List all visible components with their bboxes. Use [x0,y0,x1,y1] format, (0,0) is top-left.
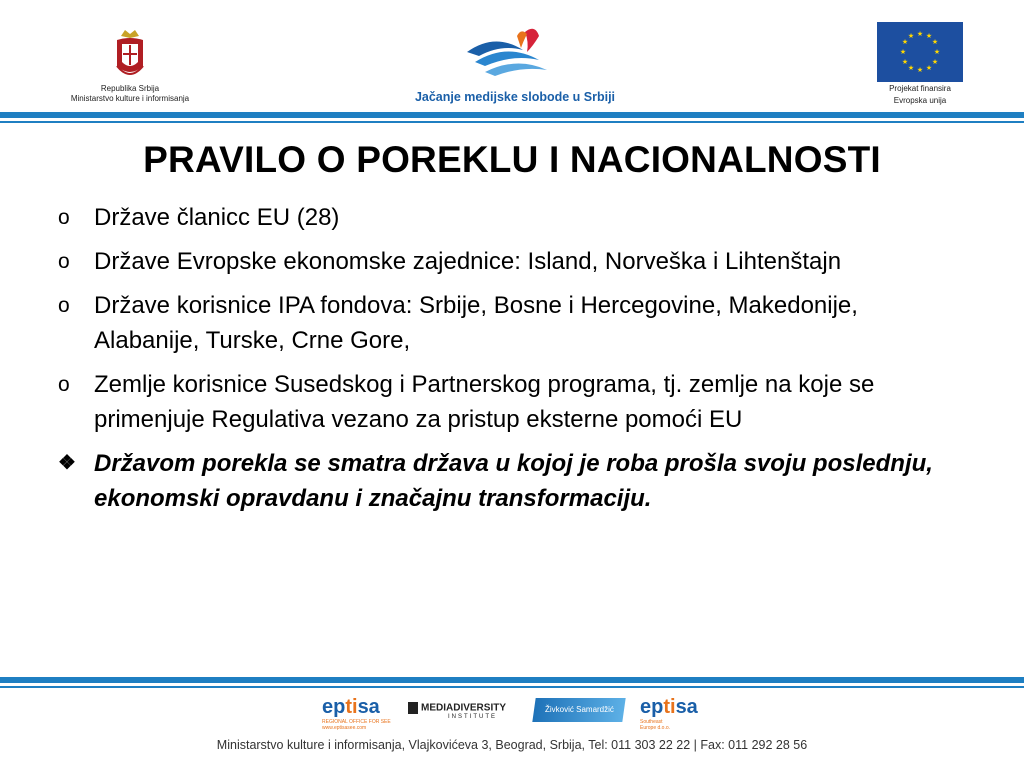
bullet-marker: o [58,373,70,396]
footer-divider-thin [0,686,1024,688]
bullet-marker: o [58,206,70,229]
logo-subtitle: Southeast [640,719,663,725]
svg-text:★: ★ [916,66,924,74]
header-divider [0,112,1024,118]
bullet-text: Zemlje korisnice Susedskog i Partnerskog programa, tj. zemlje na koje se primenjuje Regulativa vezano za pristup eksterne pomoći EU [94,371,875,433]
svg-text:★: ★ [899,48,907,56]
logo-text-accent: ti [663,696,676,718]
eptisa-southeast-logo [640,696,698,731]
svg-text:★: ★ [931,58,939,66]
logo-text: sa [357,696,380,718]
bullet-item-eea [58,244,958,279]
project-logo-block [395,22,635,104]
diamond-bullet-icon: ❖ [58,452,76,474]
serbia-coat-of-arms-icon [113,26,147,84]
bullet-text: Države korisnice IPA fondova: Srbije, Bosne i Hercegovine, Makedonije, Alabanije, Turske, Crne Gore, [94,292,858,354]
eu-caption-line2: Evropska unija [893,96,947,105]
svg-text:★: ★ [916,30,924,38]
bullet-marker: o [58,250,70,273]
bullet-text: Državom porekla se smatra država u kojoj je roba prošla svoju poslednju, ekonomski opravdanu i značajnu transformaciju. [94,450,933,512]
logo-subtitle: Europe d.o.o. [640,725,671,731]
media-diversity-mark-icon [408,702,418,714]
slide-title: PRAVILO O POREKLU I NACIONALNOSTI [143,139,881,180]
logo-text: Živković Samardžić [544,705,614,714]
media-diversity-logo [408,702,506,720]
serbia-logo-block [55,26,205,104]
bullet-item-origin-definition [58,446,958,516]
serbia-caption-line1: Republika Srbija [100,84,160,93]
dove-waves-logo-icon [455,22,575,88]
bullet-marker: o [58,294,70,317]
svg-text:★: ★ [907,64,915,72]
footer-divider [0,677,1024,683]
footer-address: Ministarstvo kulture i informisanja, Vlajkovićeva 3, Beograd, Srbija, Tel: 011 303 22 22 | Fax: 011 292 28 56 [216,738,808,752]
eu-logo-block [874,22,966,106]
svg-text:★: ★ [901,38,909,46]
slide-header [0,0,1024,112]
zivkovic-samardzic-logo [532,698,625,722]
bullet-item-ipa [58,288,958,358]
svg-text:★: ★ [925,64,933,72]
bullet-text: Države članicc EU (28) [94,204,340,231]
svg-text:★: ★ [931,38,939,46]
svg-text:★: ★ [901,58,909,66]
logo-text: ep [322,696,346,718]
svg-text:★: ★ [933,48,941,56]
bullet-item-eu-members [58,200,958,235]
eu-flag-icon [877,22,963,82]
logo-text: ep [640,696,664,718]
serbia-caption-line2: Ministarstvo kulture i informisanja [70,94,190,103]
svg-text:★: ★ [925,32,933,40]
bullet-text: Države Evropske ekonomske zajednice: Island, Norveška i Lihtenštajn [94,248,842,275]
logo-text: MEDIADIVERSITY [421,702,507,714]
bullet-list [58,200,958,525]
logo-text-accent: ti [345,696,358,718]
logo-subtitle: INSTITUTE [448,714,497,720]
footer-logos [0,696,1024,732]
header-divider-thin [0,121,1024,123]
logo-text: sa [675,696,698,718]
logo-url: www.eptisasee.com [322,725,367,731]
project-caption: Jačanje medijske slobode u Srbiji [414,90,616,104]
eu-caption-line1: Projekat finansira [889,84,951,93]
eptisa-regional-logo [322,696,391,731]
bullet-item-neighbourhood [58,367,958,437]
svg-text:★: ★ [907,32,915,40]
logo-subtitle: REGIONAL OFFICE FOR SEE [322,719,391,725]
